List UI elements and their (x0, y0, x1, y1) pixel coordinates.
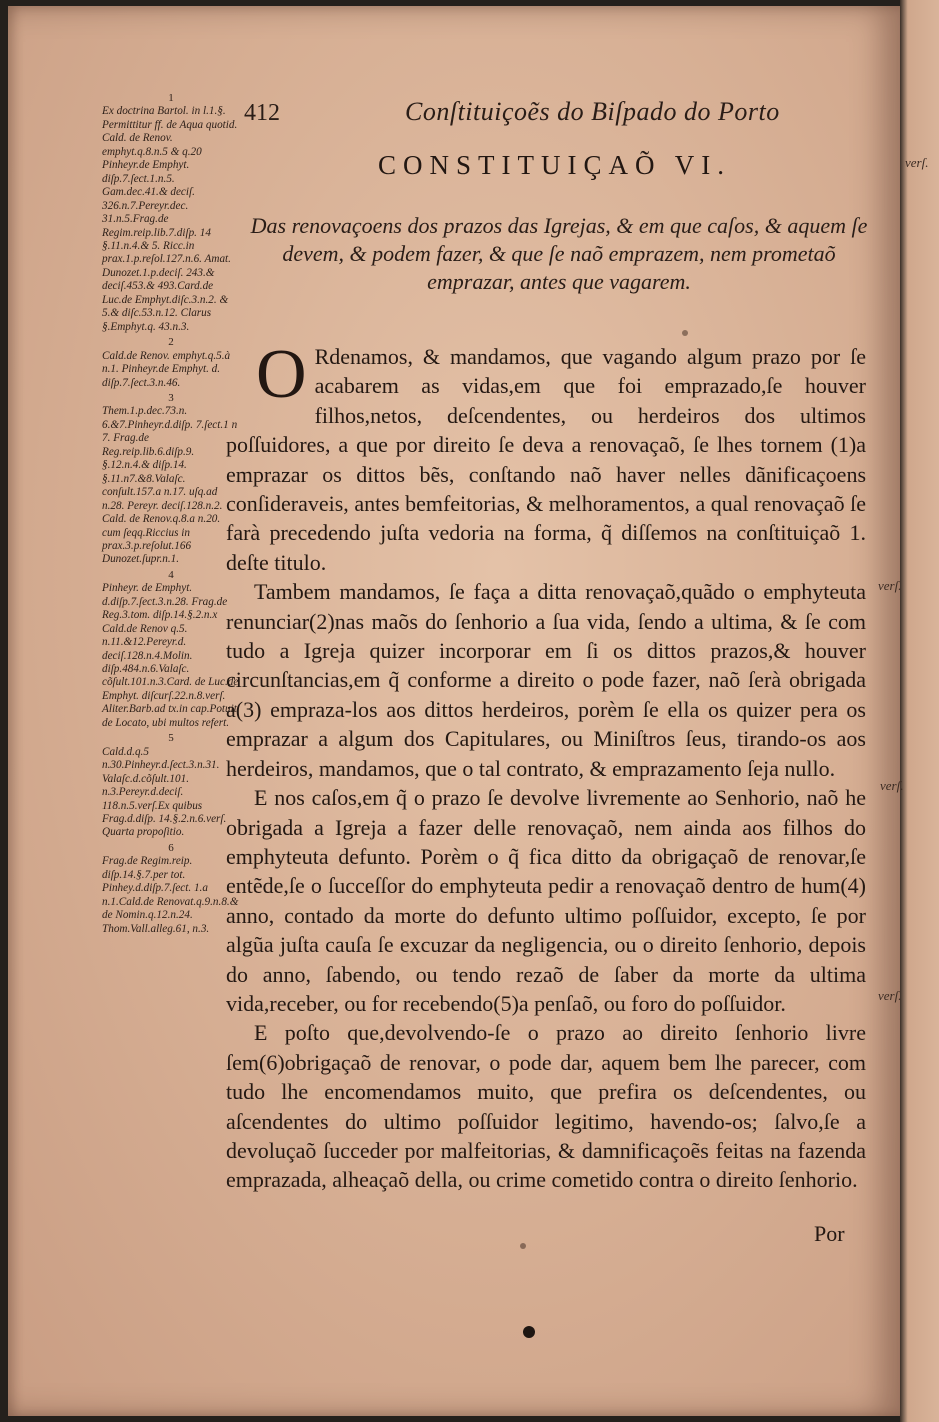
paragraph-text: Rdenamos, & mandamos, que vagando algum prazo por ſe acabarem as vidas,em que foi emprazado,ſe houver filhos,netos, deſcendentes, ou herdeiros dos ultimos poſſuidores, a que por direito ſe deva a renovaçaõ, ſe lhes tornem (1)a emprazar os dittos bẽs, conſtando naõ haver nelles dãnificaçoens conſideraveis, antes bemfeitorias, & melhoramentos, a qual renovaçaõ ſe farà precedendo juſta vedoria na forma, q̃ diſſemos na conſtituiçaõ 1. deſte titulo. (226, 344, 866, 575)
catchword: Por (814, 1221, 845, 1246)
paragraph: E poſto que,devolvendo-ſe o prazo ao direito ſenhorio livre ſem(6)obrigaçaõ de renovar, o pode dar, aquem bem lhe parecer, com tudo lhe encomendamos muito, que prefira os deſcendentes, ou aſcendentes do ultimo poſſuidor legitimo, havendo-os; ſalvo,ſe a devoluçaõ ſucceder por malfeitorias, & damnificaçoẽs feitas na fazenda emprazada, alheaçaõ della, ou crime cometido contra o direito ſenhorio. (226, 1020, 866, 1193)
note-number: 5 (168, 732, 174, 745)
body-text (226, 336, 866, 1195)
note-number: 6 (168, 841, 174, 854)
edge-note: verſ. (905, 155, 929, 170)
constitution-subtitle: Das renovaçoens dos prazos das Igrejas, & em que caſos, & aquem ſe devem, & podem fazer, & que ſe naõ emprazem, nem prometaõ emprazar, antes que vagarem. (250, 213, 868, 294)
ink-speck (520, 1243, 526, 1249)
page-number: 412 (244, 100, 280, 126)
running-title: Conſtituiçoẽs do Biſpado do Porto (405, 97, 780, 126)
note-number: 3 (168, 391, 174, 404)
constitution-title: CONSTITUIÇAÕ VI. (378, 150, 731, 180)
note-text: Ex doctrina Bartol. in l.1.§. Permittitur ff. de Aqua quotid. Cald. de Renov. emphyt.q.8.n.5 & q.20 Pinheyr.de Emphyt. diſp.7.ſect.1.n.5. Gam.dec.41.& deciſ. 326.n.7.Pereyr.dec. 31.n.5.Frag.de Regim.reip.lib.7.diſp. 14 §.11.n.4.& 5. Ricc.in prax.1.p.reſol.127.n.6. Amat. Dunozet.1.p.deciſ. 243.& deciſ.453.& 493.Card.de Luc.de Emphyt.diſc.3.n.2. & 5.& diſc.53.n.12. Clarus §.Emphyt.q. 43.n.3. (102, 105, 238, 333)
ink-spot (523, 1326, 535, 1338)
note-number: 4 (168, 568, 174, 581)
next-page-edge (900, 0, 939, 1422)
paragraph (226, 336, 866, 577)
paragraph: E nos caſos,em q̃ o prazo ſe devolve livremente ao Senhorio, naõ he obrigada a Igreja a fazer delle renovaçaõ, nem ainda aos filhos do emphyteuta defunto. Porèm o q̃ fica ditto da obrigaçaõ de renovar,ſe entẽde,ſe o ſucceſſor do emphyteuta pedir a renovaçaõ dentro de hum(4) anno, contado da morte do defunto ultimo poſſuidor, excepto, ſe por algũa juſta cauſa ſe excuzar da negligencia, ou o direito ſenhorio, depois do anno, ſabendo, ou tendo rezaõ de ſaber da morte da ultima vida,receber, ou for recebendo(5)a penſaõ, ou foro do poſſuidor. (226, 785, 866, 1016)
marginal-notes (102, 92, 240, 938)
note-text: Frag.de Regim.reip. diſp.14.§.7.per tot. Pinhey.d.diſp.7.ſect. 1.a n.1.Cald.de Renovat.q.9.n.8.& de Nomin.q.12.n.24. Thom.Vall.alleg.61, n.3. (102, 855, 239, 935)
drop-cap: O (256, 336, 307, 413)
edge-note: verſ. (880, 778, 904, 793)
note-text: Them.1.p.dec.73.n. 6.&7.Pinheyr.d.diſp. 7.ſect.1 n 7. Frag.de Reg.reip.lib.6.diſp.9. §.12.n.4.& diſp.14. §.11.n7.&8.Valaſc. conſult.157.a n.17. uſq.ad n.28. Pereyr. deciſ.128.n.2. Cald. de Renov.q.8.a n.20. cum ſeqq.Riccius in prax.3.p.reſolut.166 Dunozet.ſupr.n.1. (102, 405, 238, 566)
ink-speck (682, 330, 688, 336)
note-number: 1 (168, 92, 174, 104)
note-text: Cald.de Renov. emphyt.q.5.à n.1. Pinheyr.de Emphyt. d. diſp.7.ſect.3.n.46. (102, 349, 231, 389)
note-number: 2 (168, 336, 174, 349)
edge-note: verſ. (878, 988, 902, 1003)
note-text: Cald.d.q.5 n.30.Pinheyr.d.ſect.3.n.31. Valaſc.d.cõſult.101. n.3.Pereyr.d.deciſ. 118.n.5.verſ.Ex quibus Frag.d.diſp. 14.§.2.n.6.verſ. Quarta propoſitio. (102, 745, 227, 839)
note-text: Pinheyr. de Emphyt. d.diſp.7.ſect.3.n.28. Frag.de Reg.3.tom. diſp.14.§.2.n.x Cald.de Renov q.5. n.11.&12.Pereyr.d. deciſ.128.n.4.Molin. diſp.484.n.6.Valaſc. cõſult.101.n.3.Card. de Luc.de Emphyt. diſcurſ.22.n.8.verſ. Aliter.Barb.ad tx.in cap.Potuit de Locato, ubi multos refert. (102, 582, 239, 729)
paragraph: Tambem mandamos, ſe faça a ditta renovaçaõ,quãdo o emphyteuta renunciar(2)nas maõs do ſenhorio a ſua vida, ſendo a ultima, & ſe com tudo a Igreja quizer incorporar em ſi os dittos prazos,& houver circunſtancias,em q̃ conforme a direito o pode fazer, naõ ſerà obrigada a(3) empraza-los aos dittos herdeiros, porèm ſe ella os quizer pera os emprazar a algum dos Capitulares, ou Miniſtros ſeus, tirando-os aos herdeiros, mandamos, que o tal contrato, & emprazamento ſeja nullo. (226, 579, 866, 781)
edge-note: verſ. (878, 578, 902, 593)
